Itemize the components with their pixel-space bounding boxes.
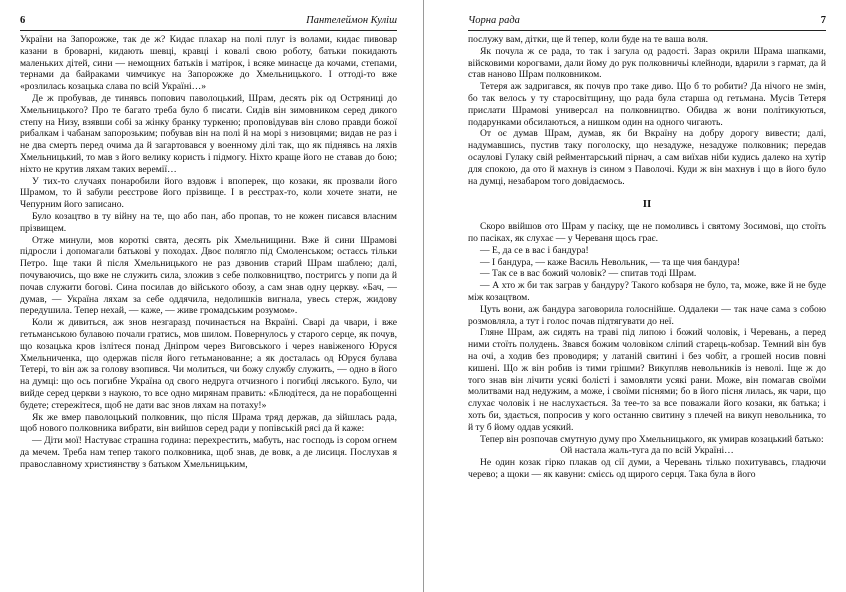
right-page-number: 7	[820, 15, 826, 26]
paragraph: Гляне Шрам, аж сидять на траві під липою і божий чоловік, і Черевань, а перед ними стоїть полудень. Звався божим чоловіком сліпий старець-кобзар. Темний він був на очі, а ходив без проводиря; у латаній свитині і без чобіт, а грошей носив повні кишені. Що ж він робив із тими грішми? Викупляв невольників із неволі. Іще ж до того знав він лічити усякі болісті і замовляти усякі рани. Може, він помагав своїми молитвами над недужим, а може, і своїми піснями; бо в його пісня лилась, як чари, що слухає чоловік і не наслухається. За тее-то за все поважали його козаки, як батька; і хоть би, здається, попросив у кого останню свитину з плечей на викуп невольника, то й ту б йому оддав усякий.	[468, 327, 826, 433]
paragraph: Де ж пробував, де тинявсь попович паволоцький, Шрам, десять рік од Остряниці до Хмельницького? Про те багато треба було б писати. Сидів він зимовником серед дикого степу на Низу, взявши собі за жінку бранку туркеню; проповідував він слово правди божої рибалкам і чабанам запорозьким; побував він на полі й на морі з низовцями; видав не раз і не два смерть перед очима да й загартовався у военному ділі так, що як піднявсь на ляхів Хмельницький, то мав з його велику користь і підмогу. Ніхто краще його не ставав до бою; ніхто не крутив ляхам таких веремії…	[20, 92, 397, 175]
right-running-head	[468, 10, 826, 31]
chapter-heading: II	[642, 198, 652, 211]
paragraph: України на Запорожже, так де ж? Кидає плахар на полі плуг із волами, кидає пивовар казани в броварні, кидають шевці, кравці і ковалі свою роботу, батьки покидають маленьких дітей, сини — немощних батьків і матірок, і всяке минаєце да кочами, степами, тернами да байраками чимчикує на Запорожже до Хмельницького. І оттоді-то вже «розлилась козацька слава по всій Україні…»	[20, 34, 397, 93]
paragraph: Як почула ж се рада, то так і загула од радості. Зараз окрили Шрама шапками, війсковими корогвами, дали йому до рук полковничьі клейноди, вдарили з гармат, да й став наново Шрам полковником.	[468, 45, 826, 81]
paragraph: У тих-то случаях понаробили його вздовж і впоперек, що козаки, як прозвали його Шрамом, то й забули реєстрове його прізвище. І в реєстрах-то, коли хочете знати, не Чепурним його записано.	[20, 175, 397, 211]
paragraph: Як же вмер паволоцький полковник, що після Шрама тряд держав, да зійшлась рада, щоб нового полковника вибрати, він вийшов серед ради у попівській рясі да й каже:	[20, 411, 397, 435]
paragraph: Отже минули, мов короткі свята, десять рік Хмельнищини. Вже й сини Шрамові підросли і допомагали батькові у походах. Двоє полягло під Смоленськом; остаєсь тільки Петро. Іще таки й після Хмельницького не раз дзвонив старий Шрам шаблею; далі, почуваючись, що вже не служить сила, зложив з себе полковництво, постригсь у попи да й почав служити богові. Сина посилав до війського обозу, а сам знав одну церкву. «Бач, — думав, — Україна ляхам за себе оддячила, недолишків вигнала, увесь стерж, жидову передушила. Тепер нехай, — каже, — живе громадським розумом».	[20, 234, 397, 317]
paragraph: Коли ж дивиться, аж знов незгаразд починається на Вкраїні. Сварі да чвари, і вже гетьманською булавою почали гратись, мов шилом. Повернулось у старого серце, як почув, що козацька кров ізлітеся понад Дніпром через Виговського і через навіженого Юруся Хмельниченка, що одержав після його гетьманованне; а як досталась од Юруся булава Тетері, то він аж за голову взопився. Чи молиться, чи божу службу служить, — одно в його на думці: що ось погибне Україна од свого недруга отчизного і погибці ляського. Було, чи вийде серед церкви з наукою, то все одно мирянам править: «Блюдітеся, да не порабощенні будете; стережітеся, щоб не дати вас знов ляхам на потаху!»	[20, 317, 397, 411]
paragraph: Цуть вони, аж бандура заговорила голоснійше. Оддалеки — так наче сама з собою розмовляла, а тут і голос почав підтягувати до неї.	[468, 303, 826, 327]
paragraph: Не один козак гірко плакав од сії думи, а Черевань тілько похитувавсь, гладючи черево; а щоки — як кавуни: смієсь од щирого серця. Така була в його	[468, 457, 826, 480]
left-page-number: 6	[20, 15, 26, 26]
dialogue-line: — Так се в вас божий чоловік? — спитав тоді Шрам.	[480, 268, 697, 280]
dialogue-line: — Е, да се в вас і бандура!	[480, 244, 589, 256]
paragraph: Тетеря аж задригався, як почув про таке диво. Що б то робити? Да нічого не змін, бо так велось у ту старосвітщину, що рада була старша од гетьмана. Мусів Тетеря прислати Шрамові универсал на полковництво. Обидва ж вони політикуються, подарунками обсилаються, а нишком один на одного чигають.	[468, 81, 826, 128]
paragraph: — Діти мої! Настуває страшна година: перехрестить, мабуть, нас господь із сором огнем да мечем. Треба нам тепер такого полковника, щоб знав, де вовк, а де лисиця. Послухав я православному християнству з батьком Хмельницьким,	[20, 435, 397, 470]
paragraph: Було козацтво в ту війну на те, що або пан, або пропав, то не кожен писався власним прізвищем.	[20, 210, 397, 234]
left-body-text	[20, 34, 397, 470]
right-body-text	[468, 34, 826, 481]
page-gutter-divider	[423, 0, 424, 592]
paragraph: послужу вам, дітки, ще й тепер, коли буде на те ваша воля.	[468, 34, 709, 45]
dialogue-line: — А хто ж би так заграв у бандуру? Такого кобзаря не було, та, може, вже й не буде між козацтвом.	[468, 280, 826, 303]
verse-line: Ой настала жаль-туга да по всій Україні…	[560, 445, 734, 457]
paragraph: От оє думав Шрам, думав, як би Вкраїну на добру дорогу вивести; далі, надумавшись, пустив таку поголоску, що незадуже, незадуже полковник; передав осаулові Гулаку свій рейментарський пірнач, а сам виїхав ніби кудись далеко на хутір для спокою, да ото й махнув із сином з Паволочі. Куди ж він махнув і що в його було на думці, незабаром того довідаємось.	[468, 128, 826, 187]
left-running-title: Пантелеймон Куліш	[306, 15, 397, 26]
dialogue-line: — І бандура, — каже Василь Невольник, — та ще чия бандура!	[480, 256, 741, 268]
paragraph: Тепер він розпочав смутную думу про Хмельницького, як умирав козацький батько:	[480, 433, 824, 445]
left-running-head	[20, 10, 397, 31]
right-page	[468, 0, 826, 592]
right-running-title: Чорна рада	[468, 15, 520, 26]
left-page	[20, 0, 397, 592]
paragraph: Скоро ввійшов ото Шрам у пасіку, ще не помоливсь і святому Зосимові, що стоїть по пасіках, як слухає — у Череваня щось грає.	[468, 221, 826, 244]
